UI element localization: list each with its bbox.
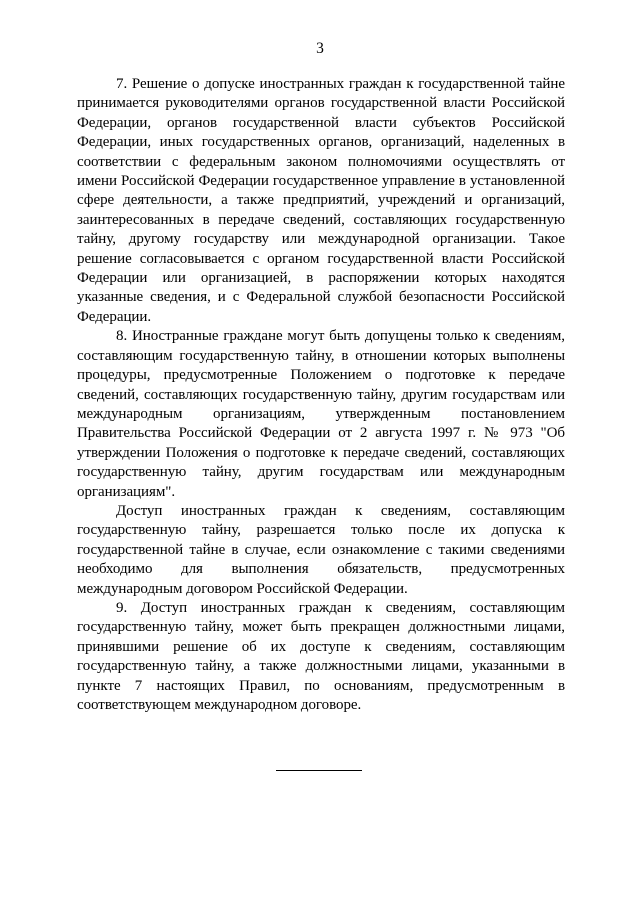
paragraph-clause-9: 9. Доступ иностранных граждан к сведениям, составляющим государственную тайну, может быть прекращен должностными лицами, принявшими решение об их доступе к сведениям, составляющим государственную тайну, а также должностными лицами, указанными в пункте 7 настоящих Правил, по основаниям, предусмотренным в соответствующем международном договоре.	[77, 599, 565, 713]
paragraph-clause-8: 8. Иностранные граждане могут быть допущены только к сведениям, составляющим государственную тайну, в отношении которых выполнены процедуры, предусмотренные Положением о подготовке к передаче сведений, составляющих государственную тайну, другим государствам или международным организациям, утвержденным постановлением Правительства Российской Федерации от 2 августа 1997 г. № 973 "Об утверждении Положения о подготовке к передаче сведений, составляющих государственную тайну, другим государствам или международным организациям".	[77, 328, 565, 500]
end-of-text-rule	[276, 770, 362, 771]
paragraph-clause-8-access: Доступ иностранных граждан к сведениям, составляющим государственную тайну, разрешается только после их допуска к государственной тайне в случае, если ознакомление с такими сведениями необходимо для выполнения обязательств, предусмотренных международным договором Российской Федерации.	[77, 502, 565, 597]
document-body	[77, 75, 565, 715]
page-number: 3	[316, 40, 324, 57]
paragraph-clause-7: 7. Решение о допуске иностранных граждан к государственной тайне принимается руководителями органов государственной власти Российской Федерации, органов государственной власти субъектов Российской Федерации, иных государственных органов, организаций, наделенных в соответствии с федеральным законом полномочиями осуществлять от имени Российской Федерации государственное управление в установленной сфере деятельности, а также предприятий, учреждений и организаций, заинтересованных в передаче сведений, составляющих государственную тайну, другому государству или международной организации. Такое решение согласовывается с органом государственной власти Российской Федерации или организацией, в распоряжении которых находятся указанные сведения, и с Федеральной службой безопасности Российской Федерации.	[77, 76, 565, 325]
